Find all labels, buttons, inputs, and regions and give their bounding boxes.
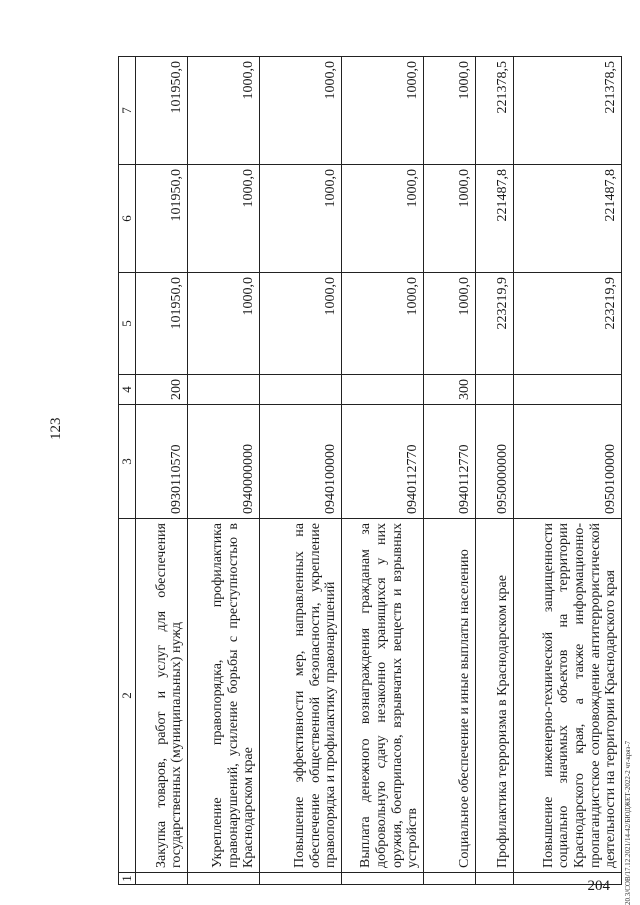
row-expense-type: 200 (136, 375, 188, 405)
row-value-3: 1000,0 (260, 57, 342, 165)
row-value-1: 1000,0 (188, 273, 260, 375)
row-value-1: 223219,9 (476, 273, 514, 375)
row-value-2: 221487,8 (514, 165, 622, 273)
row-name: Повышение инженерно-технической защищенности социально значимых объектов на территории Краснодарского края, а также информационно-пропагандистское сопровождение антитеррористической деятельности на территории Краснодарского края (514, 519, 622, 873)
budget-table (118, 56, 622, 885)
table-row (476, 57, 514, 885)
row-code: 0930110570 (136, 405, 188, 519)
row-name: Социальное обеспечение и иные выплаты населению (424, 519, 476, 873)
row-value-1: 1000,0 (424, 273, 476, 375)
row-value-3: 1000,0 (342, 57, 424, 165)
row-code: 0940112770 (424, 405, 476, 519)
footer-document-code: 20.3/СОВ/17.12.2021/14-42/БЮДЖЕТ-2022-2 чт-кряз-7 (624, 740, 632, 905)
row-value-2: 221487,8 (476, 165, 514, 273)
row-code: 0940112770 (342, 405, 424, 519)
row-value-2: 1000,0 (260, 165, 342, 273)
column-header: 7 (119, 57, 136, 165)
row-name: Профилактика терроризма в Краснодарском крае (476, 519, 514, 873)
table-row (424, 57, 476, 885)
row-expense-type (514, 375, 622, 405)
row-name: Повышение эффективности мер, направленных на обеспечение общественной безопасности, укрепление правопорядка и профилактику правонарушений (260, 519, 342, 873)
table-header-row (119, 57, 136, 885)
row-code: 0940000000 (188, 405, 260, 519)
row-value-1: 1000,0 (342, 273, 424, 375)
row-code: 0950000000 (476, 405, 514, 519)
row-value-3: 101950,0 (136, 57, 188, 165)
row-code: 0950100000 (514, 405, 622, 519)
column-header: 6 (119, 165, 136, 273)
column-header: 4 (119, 375, 136, 405)
row-value-3: 221378,5 (514, 57, 622, 165)
row-value-2: 101950,0 (136, 165, 188, 273)
row-value-2: 1000,0 (342, 165, 424, 273)
row-value-1: 101950,0 (136, 273, 188, 375)
row-name: Закупка товаров, работ и услуг для обеспечения государственных (муниципальных) нужд (136, 519, 188, 873)
table-row (188, 57, 260, 885)
page-number-top: 123 (48, 417, 64, 440)
row-name: Укрепление правопорядка, профилактика правонарушений, усиление борьбы с преступностью в Краснодарском крае (188, 519, 260, 873)
table-row (260, 57, 342, 885)
table-row (342, 57, 424, 885)
column-header: 3 (119, 405, 136, 519)
row-value-1: 1000,0 (260, 273, 342, 375)
column-header: 1 (119, 873, 136, 885)
row-expense-type: 300 (424, 375, 476, 405)
table-row (136, 57, 188, 885)
row-value-3: 221378,5 (476, 57, 514, 165)
row-value-2: 1000,0 (188, 165, 260, 273)
row-code: 0940100000 (260, 405, 342, 519)
row-value-3: 1000,0 (424, 57, 476, 165)
row-expense-type (342, 375, 424, 405)
page-number-bottom: 204 (587, 878, 610, 894)
column-header: 2 (119, 519, 136, 873)
row-expense-type (188, 375, 260, 405)
row-name: Выплата денежного вознаграждения гражданам за добровольную сдачу незаконно хранящихся у них оружия, боеприпасов, взрывчатых веществ и взрывных устройств (342, 519, 424, 873)
rotated-page-content (118, 57, 624, 885)
row-value-2: 1000,0 (424, 165, 476, 273)
row-value-3: 1000,0 (188, 57, 260, 165)
row-expense-type (260, 375, 342, 405)
table-row (514, 57, 622, 885)
row-expense-type (476, 375, 514, 405)
row-value-1: 223219,9 (514, 273, 622, 375)
column-header: 5 (119, 273, 136, 375)
